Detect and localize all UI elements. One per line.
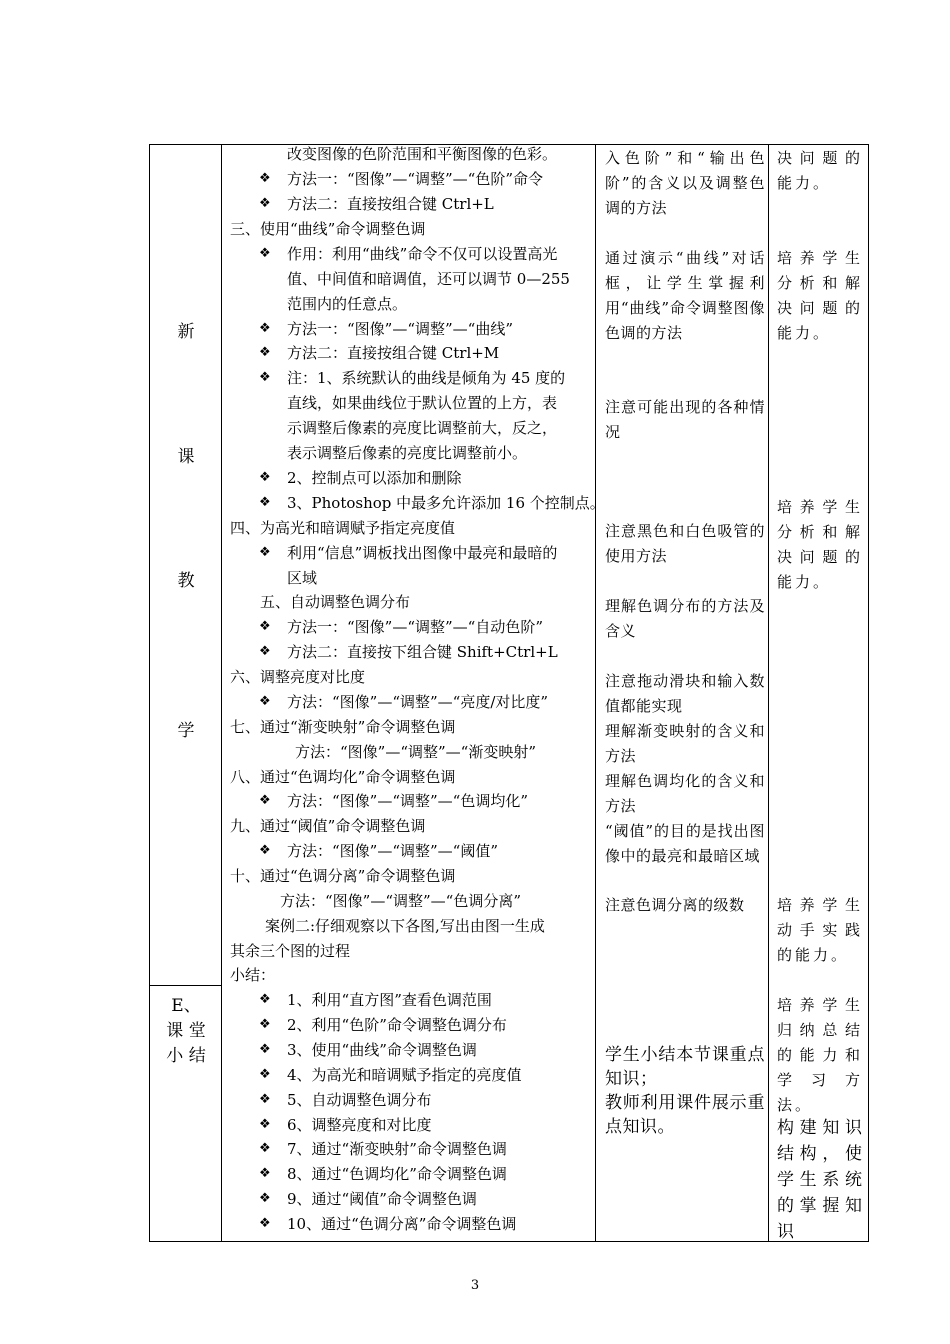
section-label-jiao: 教 (177, 571, 195, 591)
content-line: 方法二：直接按组合键 Ctrl+L (287, 195, 494, 213)
teaching-note-6: 注意拖动滑块和输入数值都能实现 (605, 672, 765, 715)
bullet-icon: ❖ (259, 644, 271, 659)
teaching-note-8: 理解色调均化的含义和方法 (605, 772, 765, 815)
bullet-icon: ❖ (259, 1166, 271, 1181)
bullet-icon: ❖ (259, 370, 271, 385)
content-line: 表示调整后像素的亮度比调整前小。 (287, 444, 528, 462)
content-line: 1、利用“直方图”查看色调范围 (287, 991, 492, 1009)
content-line: 9、通过“阈值”命令调整色调 (287, 1190, 477, 1208)
content-line: 方法一：“图像”—“调整”—“曲线” (287, 320, 514, 338)
bullet-icon: ❖ (259, 1216, 271, 1231)
section-label-xin: 新 (177, 322, 195, 342)
teaching-note-3: 注意可能出现的各种情况 (605, 398, 765, 441)
content-line: 方法一：“图像”—“调整”—“色阶”命令 (287, 170, 544, 188)
bullet-icon: ❖ (259, 1117, 271, 1132)
teaching-note-5: 理解色调分布的方法及含义 (605, 597, 765, 640)
bullet-icon: ❖ (259, 545, 271, 560)
objective-5: 培养学生归纳总结的能力和学习方法。 (777, 996, 863, 1114)
content-line: 值、中间值和暗调值，还可以调节 0—255 (287, 270, 570, 288)
bullet-icon: ❖ (259, 345, 271, 360)
content-line: 九、通过“阈值”命令调整色调 (230, 817, 426, 835)
objective-2: 培养学生分析和解决问题的能力。 (777, 249, 863, 342)
bullet-icon: ❖ (259, 843, 271, 858)
bullet-icon: ❖ (259, 470, 271, 485)
bullet-icon: ❖ (259, 1191, 271, 1206)
content-line: 2、利用“色阶”命令调整色调分布 (287, 1016, 507, 1034)
content-line: 6、调整亮度和对比度 (287, 1116, 432, 1134)
teaching-note-1: 入色阶”和“输出色阶”的含义以及调整色调的方法 (605, 149, 765, 217)
objective-3: 培养学生分析和解决问题的能力。 (777, 498, 863, 591)
teaching-note-4: 注意黑色和白色吸管的使用方法 (605, 522, 765, 565)
teaching-note-10: 注意色调分离的级数 (605, 896, 745, 914)
bullet-icon: ❖ (259, 1017, 271, 1032)
row-divider (150, 985, 222, 986)
content-line: 利用“信息”调板找出图像中最亮和最暗的 (287, 544, 558, 562)
teaching-note-7: 理解渐变映射的含义和方法 (605, 722, 765, 765)
page-number: 3 (470, 1278, 480, 1293)
content-line: 五、自动调整色调分布 (260, 593, 411, 611)
column-divider (221, 145, 222, 1241)
column-divider (768, 145, 769, 1241)
lesson-table (149, 144, 869, 1242)
content-line: 十、通过“色调分离”命令调整色调 (230, 867, 456, 885)
content-line: 八、通过“色调均化”命令调整色调 (230, 768, 456, 786)
bullet-icon: ❖ (259, 495, 271, 510)
content-line: 六、调整亮度对比度 (230, 668, 366, 686)
content-line: 方法二：直接按下组合键 Shift+Ctrl+L (287, 643, 558, 661)
teaching-note-9: “阈值”的目的是找出图像中的最亮和最暗区域 (605, 822, 765, 865)
content-line: 直线，如果曲线位于默认位置的上方，表 (287, 394, 558, 412)
content-line: 小结： (230, 966, 276, 984)
section-label-ke: 课 (177, 447, 195, 467)
content-line: 区域 (287, 569, 318, 587)
content-line: 作用：利用“曲线”命令不仅可以设置高光 (287, 245, 558, 263)
content-line: 其余三个图的过程 (230, 942, 351, 960)
content-line: 三、使用“曲线”命令调整色调 (230, 220, 426, 238)
content-line: 方法：“图像”—“调整”—“阈值” (287, 842, 499, 860)
content-line: 七、通过“渐变映射”命令调整色调 (230, 718, 456, 736)
content-line: 范围内的任意点。 (287, 295, 408, 313)
section-label-ketang: 课 堂 (166, 1021, 206, 1041)
content-line: 四、为高光和暗调赋予指定亮度值 (230, 519, 456, 537)
content-line: 10、通过“色调分离”命令调整色调 (287, 1215, 517, 1233)
content-line: 示调整后像素的亮度比调整前大，反之， (287, 419, 558, 437)
bullet-icon: ❖ (259, 246, 271, 261)
content-line: 方法一：“图像”—“调整”—“自动色阶” (287, 618, 544, 636)
objective-6: 构建知识结构，使学生系统的掌握知识 (777, 1118, 863, 1242)
content-line: 注：1、系统默认的曲线是倾角为 45 度的 (287, 369, 566, 387)
bullet-icon: ❖ (259, 694, 271, 709)
section-label-e: E、 (171, 996, 201, 1016)
bullet-icon: ❖ (259, 992, 271, 1007)
bullet-icon: ❖ (259, 793, 271, 808)
bullet-icon: ❖ (259, 196, 271, 211)
bullet-icon: ❖ (259, 1092, 271, 1107)
teaching-note-11: 学生小结本节课重点知识； (605, 1045, 765, 1089)
content-line: 方法：“图像”—“调整”—“色调均化” (287, 792, 529, 810)
column-divider (595, 145, 596, 1241)
bullet-icon: ❖ (259, 171, 271, 186)
bullet-icon: ❖ (259, 619, 271, 634)
content-line: 方法二：直接按组合键 Ctrl+M (287, 344, 500, 362)
section-label-xue: 学 (177, 721, 195, 741)
content-line: 4、为高光和暗调赋予指定的亮度值 (287, 1066, 522, 1084)
objective-1: 决问题的能力。 (777, 149, 863, 192)
bullet-icon: ❖ (259, 1141, 271, 1156)
objective-4: 培养学生动手实践的能力。 (777, 896, 863, 964)
bullet-icon: ❖ (259, 1042, 271, 1057)
content-line: 3、Photoshop 中最多允许添加 16 个控制点。 (287, 494, 605, 512)
content-line: 7、通过“渐变映射”命令调整色调 (287, 1140, 507, 1158)
content-line: 3、使用“曲线”命令调整色调 (287, 1041, 477, 1059)
content-line: 方法：“图像”—“调整”—“色调分离” (280, 892, 522, 910)
content-line: 5、自动调整色调分布 (287, 1091, 432, 1109)
content-line: 方法：“图像”—“调整”—“渐变映射” (295, 743, 537, 761)
bullet-icon: ❖ (259, 321, 271, 336)
bullet-icon: ❖ (259, 1067, 271, 1082)
content-line: 8、通过“色调均化”命令调整色调 (287, 1165, 507, 1183)
content-line: 改变图像的色阶范围和平衡图像的色彩。 (287, 145, 558, 163)
content-line: 方法：“图像”—“调整”—“亮度/对比度” (287, 693, 549, 711)
teaching-note-2: 通过演示“曲线”对话框，让学生掌握利用“曲线”命令调整图像色调的方法 (605, 249, 765, 342)
teaching-note-12: 教师利用课件展示重点知识。 (605, 1093, 765, 1137)
content-line: 2、控制点可以添加和删除 (287, 469, 462, 487)
content-line: 案例二:仔细观察以下各图,写出由图一生成 (265, 917, 545, 935)
section-label-xiaojie: 小 结 (166, 1046, 206, 1066)
